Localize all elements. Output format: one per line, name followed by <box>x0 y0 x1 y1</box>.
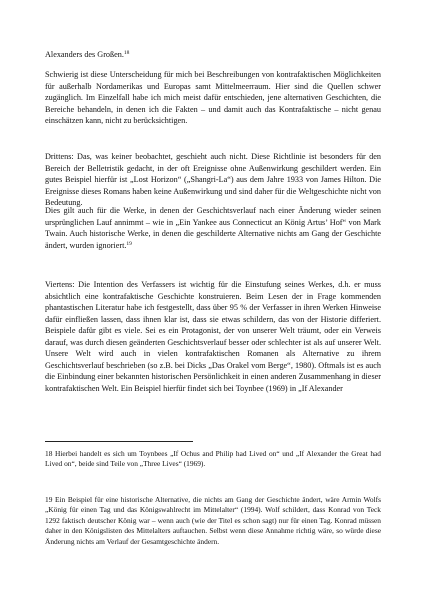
footnote-ref-19[interactable]: 19 <box>126 240 132 247</box>
footnote-separator <box>45 441 193 442</box>
paragraph-werke <box>45 205 381 251</box>
paragraph-viertens: Viertens: Die Intention des Verfassers ist wichtig für die Einstufung seines Werkes, d.h. er muss absichtlich eine kontrafaktische Geschichte konstruieren. Beim Lesen der in Frage kommenden phantastischen Literatur habe ich festgestellt, dass über 95 % der Verfasser in ihren Werken Hinweise dafür einfließen lassen, dass ihnen klar ist, dass sie etwas schildern, das von der Historie differiert. Beispiele dafür gibt es viele. Sei es ein Protagonist, der von unserer Welt träumt, oder ein Verweis darauf, was durch diesen geänderten Geschichtsverlauf besser oder schlechter ist als auf unserer Welt. Unsere Welt wird auch in vielen kontrafaktischen Romanen als Alternative zu ihrem Geschichtsverlauf beschrieben (so z.B. bei Dicks „Das Orakel vom Berge“, 1980). Oftmals ist es auch die Einbindung einer bekannten historischen Persönlichkeit in einen anderen Zusammenhang in dieser kontrafaktischen Welt. Ein Beispiel hierfür findet sich bei Toynbee (1969) in „If Alexander <box>45 280 381 393</box>
paragraph-drittens: Drittens: Das, was keiner beobachtet, geschieht auch nicht. Diese Richtlinie ist besonders für den Bereich der Belletristik gedacht, in der oft Ereignisse ohne Außenwirkung geschildert werden. Ein gutes Beispiel hierfür ist „Lost Horizon“ („Shangri-La“) aus dem Jahre 1933 von James Hilton. Die Ereignisse dieses Romans haben keine Außenwirkung und sind daher für die Weltgeschichte nicht von Bedeutung. <box>45 152 381 207</box>
footnote-ref-18[interactable]: 18 <box>123 50 130 56</box>
paragraph-continuation <box>45 49 381 61</box>
paragraph-text: Dies gilt auch für die Werke, in denen der Geschichtsverlauf nach einer Änderung wieder seinen ursprünglichen Lauf annimmt – wie in „Ein Yankee aus Connecticut an König Artus’ Hof“ von Mark Twain. Auch historische Werke, in denen die geschilderte Alternative nichts am Gang der Geschichte ändert, wurden ignoriert. <box>45 206 381 250</box>
footnote-19: 19 Ein Beispiel für eine historische Alternative, die nichts am Gang der Geschichte ändert, wäre Armin Wolfs „König für einen Tag und das Königswahlrecht im Mittelalter“ (1994). Wolf schildert, dass Konrad von Teck 1292 faktisch deutscher König war – wenn auch (wie der Titel es schon sagt) nur für einen Tag. Konrad müssen daher in den Königslisten des Mittelalters auftauchen. Selbst wenn diese Annahme richtig wäre, so würde diese Änderung nichts am Verlauf der Gesamtgeschichte ändern. <box>45 495 381 546</box>
footnote-18: 18 Hierbei handelt es sich um Toynbees „If Ochus and Philip had Lived on“ und „If Alexander the Great had Lived on“, beide sind Teile von „Three Lives“ (1969). <box>45 449 381 469</box>
paragraph-region-scope: Schwierig ist diese Unterscheidung für mich bei Beschreibungen von kontrafaktischen Möglichkeiten für außerhalb Nordamerikas und Europas samt Mittelmeerraum. Hier sind die Quellen schwer zugänglich. Im Einzelfall habe ich mich meist dafür entschieden, jene alternativen Geschichten, die Bereiche behandeln, in denen ich die Fakten – und damit auch das Kontrafaktische – nicht genau einschätzen kann, nicht zu berücksichtigen. <box>45 70 381 125</box>
paragraph-text: Alexanders des Großen. <box>45 50 124 59</box>
